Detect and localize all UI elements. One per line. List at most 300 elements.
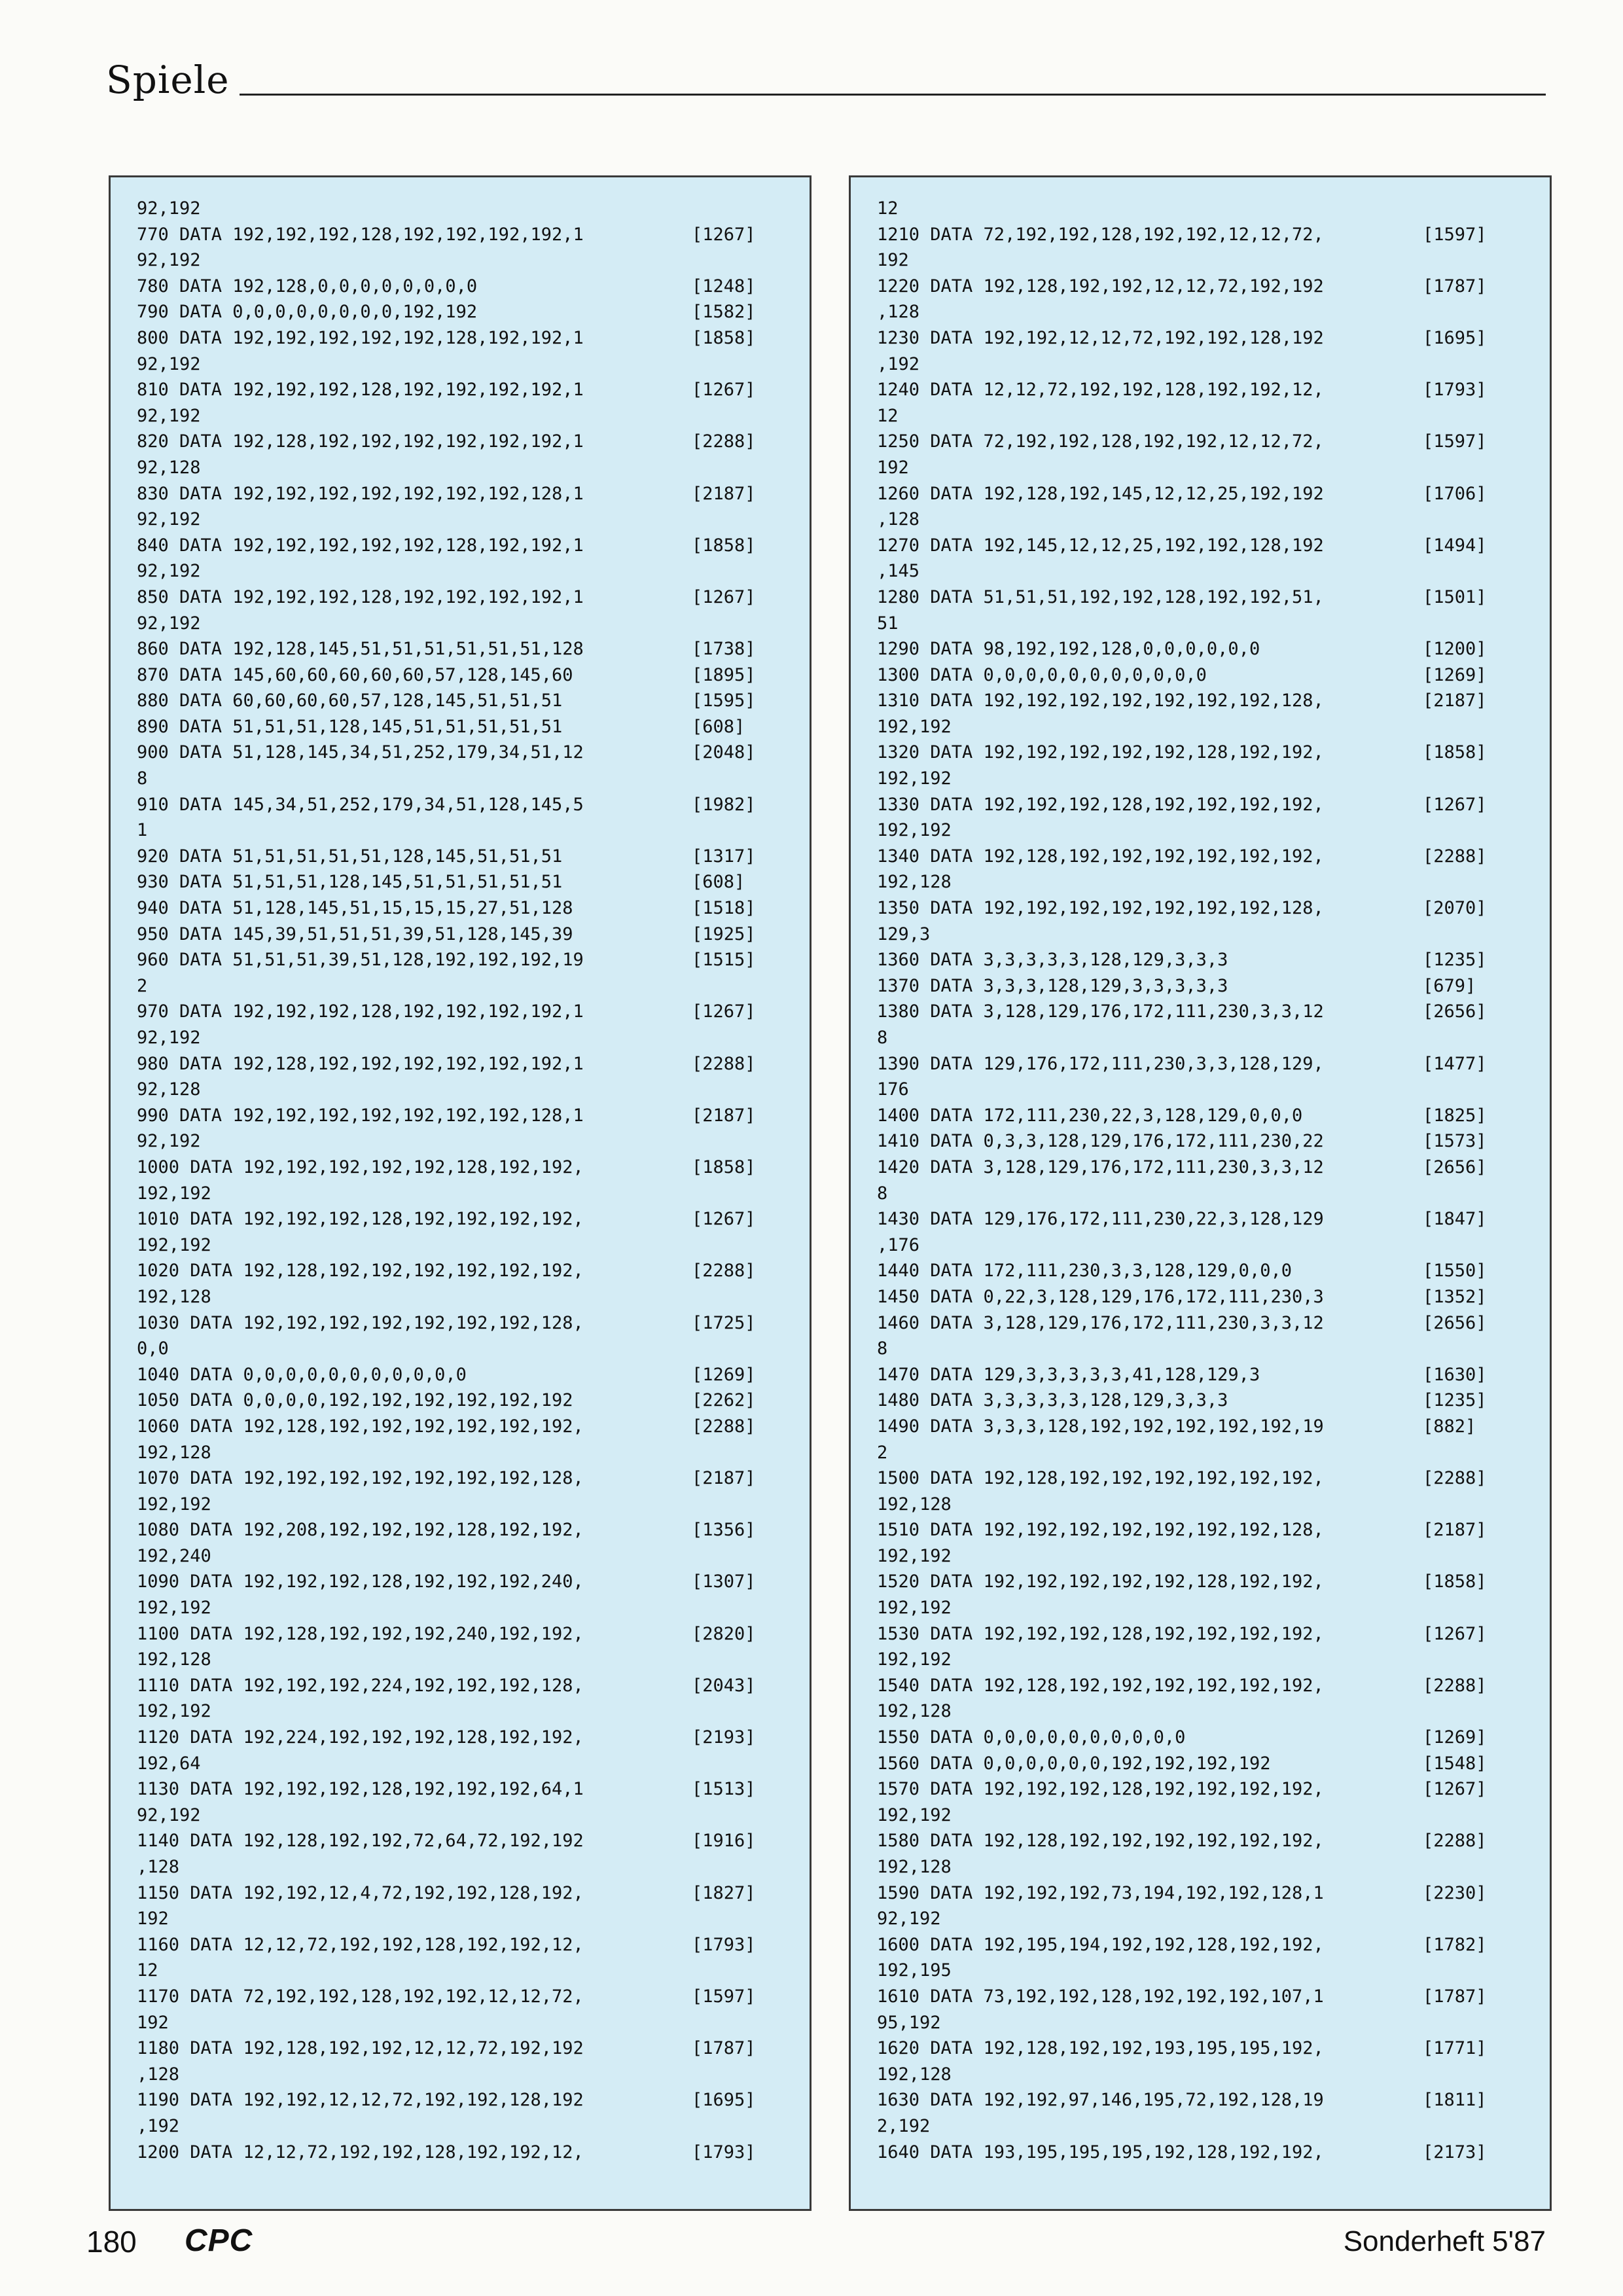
code-text: 192,128 bbox=[137, 1649, 211, 1670]
checksum: [2288] bbox=[692, 431, 756, 452]
code-line bbox=[111, 584, 810, 611]
code-line bbox=[111, 2010, 810, 2036]
code-line bbox=[111, 1932, 810, 1958]
code-text: 92,192 bbox=[137, 405, 201, 426]
code-line bbox=[111, 1880, 810, 1907]
checksum: [1595] bbox=[692, 691, 756, 711]
code-text: 92,128 bbox=[137, 1079, 201, 1100]
code-line bbox=[111, 2140, 810, 2166]
checksum: [2070] bbox=[1423, 898, 1487, 919]
checksum: [1895] bbox=[692, 664, 756, 685]
code-text: 1530 DATA 192,192,192,128,192,192,192,192, bbox=[877, 1623, 1324, 1644]
code-line bbox=[111, 377, 810, 403]
checksum: [1858] bbox=[692, 327, 756, 348]
code-line bbox=[111, 2113, 810, 2140]
code-text: 870 DATA 145,60,60,60,60,60,57,128,145,60 bbox=[137, 664, 573, 685]
checksum: [1267] bbox=[1423, 1779, 1487, 1800]
checksum: [882] bbox=[1423, 1416, 1476, 1437]
code-text: 940 DATA 51,128,145,51,15,15,15,27,51,128 bbox=[137, 898, 573, 919]
code-text: 1330 DATA 192,192,192,128,192,192,192,192, bbox=[877, 794, 1324, 815]
code-line bbox=[111, 1310, 810, 1336]
code-text: 1 bbox=[137, 820, 148, 841]
code-text: 1490 DATA 3,3,3,128,192,192,192,192,192,19 bbox=[877, 1416, 1324, 1437]
code-line bbox=[851, 1776, 1550, 1803]
code-line bbox=[111, 325, 810, 351]
code-line bbox=[851, 1155, 1550, 1181]
code-text: 1000 DATA 192,192,192,192,192,128,192,192, bbox=[137, 1157, 584, 1177]
code-line bbox=[111, 2087, 810, 2113]
code-text: 820 DATA 192,128,192,192,192,192,192,192,1 bbox=[137, 431, 584, 452]
code-text: 1120 DATA 192,224,192,192,192,128,192,192, bbox=[137, 1727, 584, 1748]
checksum: [2193] bbox=[692, 1727, 756, 1748]
code-line bbox=[111, 817, 810, 844]
checksum: [1695] bbox=[692, 2090, 756, 2111]
checksum: [1787] bbox=[1423, 1986, 1487, 2007]
code-text: 92,192 bbox=[137, 613, 201, 634]
code-text: 92,192 bbox=[137, 250, 201, 271]
code-text: 8 bbox=[877, 1028, 888, 1048]
code-text: 1570 DATA 192,192,192,128,192,192,192,192, bbox=[877, 1779, 1324, 1800]
code-text: 910 DATA 145,34,51,252,179,34,51,128,145,5 bbox=[137, 794, 584, 815]
code-text: 1460 DATA 3,128,129,176,172,111,230,3,3,12 bbox=[877, 1312, 1324, 1333]
code-text: 1360 DATA 3,3,3,3,3,128,129,3,3,3 bbox=[877, 950, 1228, 971]
code-text: 950 DATA 145,39,51,51,51,39,51,128,145,39 bbox=[137, 924, 573, 944]
code-text: 1500 DATA 192,128,192,192,192,192,192,192, bbox=[877, 1468, 1324, 1489]
checksum: [2262] bbox=[692, 1390, 756, 1411]
code-text: 192,192 bbox=[137, 1234, 211, 1255]
code-line bbox=[851, 1932, 1550, 1958]
checksum: [1269] bbox=[1423, 664, 1487, 685]
checksum: [1267] bbox=[692, 1001, 756, 1022]
code-text: 1450 DATA 0,22,3,128,129,176,172,111,230,3 bbox=[877, 1286, 1324, 1307]
code-text: 92,192 bbox=[137, 561, 201, 582]
code-line bbox=[851, 2036, 1550, 2062]
code-text: 1090 DATA 192,192,192,128,192,192,192,240, bbox=[137, 1571, 584, 1592]
checksum: [1548] bbox=[1423, 1753, 1487, 1774]
code-line bbox=[851, 792, 1550, 818]
code-text: 1370 DATA 3,3,3,128,129,3,3,3,3,3 bbox=[877, 975, 1228, 996]
code-text: 8 bbox=[877, 1183, 888, 1204]
code-line bbox=[111, 1025, 810, 1051]
code-text: 1550 DATA 0,0,0,0,0,0,0,0,0,0 bbox=[877, 1727, 1186, 1748]
code-text: ,192 bbox=[877, 353, 920, 374]
code-text: 1210 DATA 72,192,192,128,192,192,12,12,72, bbox=[877, 224, 1324, 245]
code-text: ,145 bbox=[877, 561, 920, 582]
code-text: 930 DATA 51,51,51,128,145,51,51,51,51,51 bbox=[137, 872, 563, 893]
code-line bbox=[851, 1543, 1550, 1570]
checksum: [1695] bbox=[1423, 327, 1487, 348]
code-text: 1420 DATA 3,128,129,176,172,111,230,3,3,12 bbox=[877, 1157, 1324, 1177]
code-text: 1060 DATA 192,128,192,192,192,192,192,192, bbox=[137, 1416, 584, 1437]
code-line bbox=[851, 1673, 1550, 1699]
code-text: 1510 DATA 192,192,192,192,192,192,192,128, bbox=[877, 1520, 1324, 1541]
code-line bbox=[111, 1828, 810, 1854]
checksum: [608] bbox=[692, 872, 745, 893]
code-line bbox=[851, 481, 1550, 507]
code-line bbox=[851, 274, 1550, 300]
code-text: 92,192 bbox=[137, 198, 201, 219]
code-line bbox=[111, 455, 810, 481]
checksum: [2288] bbox=[692, 1261, 756, 1282]
code-text: 990 DATA 192,192,192,192,192,192,192,128,1 bbox=[137, 1105, 584, 1126]
checksum: [2187] bbox=[692, 1105, 756, 1126]
code-text: 1160 DATA 12,12,72,192,192,128,192,192,12, bbox=[137, 1934, 584, 1955]
checksum: [679] bbox=[1423, 975, 1476, 996]
code-line bbox=[851, 973, 1550, 999]
checksum: [1793] bbox=[692, 2142, 756, 2162]
code-line bbox=[851, 1880, 1550, 1907]
code-line bbox=[851, 1258, 1550, 1284]
checksum: [1550] bbox=[1423, 1261, 1487, 1282]
code-text: 1130 DATA 192,192,192,128,192,192,192,64,1 bbox=[137, 1779, 584, 1800]
code-text: 192,192 bbox=[137, 1598, 211, 1619]
code-line bbox=[851, 1517, 1550, 1543]
code-line bbox=[851, 2113, 1550, 2140]
checksum: [1307] bbox=[692, 1571, 756, 1592]
code-line bbox=[111, 558, 810, 584]
code-text: 192 bbox=[877, 250, 909, 271]
code-line bbox=[851, 922, 1550, 948]
code-line bbox=[111, 481, 810, 507]
checksum: [1738] bbox=[692, 639, 756, 660]
code-text: 8 bbox=[877, 1338, 888, 1359]
code-line bbox=[851, 1336, 1550, 1362]
code-line bbox=[111, 1854, 810, 1880]
code-text: 1310 DATA 192,192,192,192,192,192,192,128, bbox=[877, 691, 1324, 711]
checksum: [2187] bbox=[1423, 1520, 1487, 1541]
code-line bbox=[851, 1569, 1550, 1595]
code-text: 860 DATA 192,128,145,51,51,51,51,51,51,128 bbox=[137, 639, 584, 660]
code-line bbox=[111, 1051, 810, 1077]
checksum: [2656] bbox=[1423, 1157, 1487, 1177]
code-line bbox=[851, 1621, 1550, 1647]
code-line bbox=[851, 740, 1550, 766]
code-line bbox=[111, 299, 810, 325]
code-text: 1010 DATA 192,192,192,128,192,192,192,192, bbox=[137, 1209, 584, 1230]
code-text: 1150 DATA 192,192,12,4,72,192,192,128,192, bbox=[137, 1882, 584, 1903]
code-line bbox=[111, 1595, 810, 1621]
checksum: [2043] bbox=[692, 1675, 756, 1696]
code-line bbox=[111, 1103, 810, 1129]
checksum: [1267] bbox=[692, 224, 756, 245]
code-line bbox=[111, 1414, 810, 1440]
code-line bbox=[111, 740, 810, 766]
checksum: [2288] bbox=[1423, 1831, 1487, 1852]
code-text: 1470 DATA 129,3,3,3,3,3,41,128,129,3 bbox=[877, 1364, 1260, 1385]
code-line bbox=[111, 1440, 810, 1466]
checksum: [1200] bbox=[1423, 639, 1487, 660]
code-text: 1380 DATA 3,128,129,176,172,111,230,3,3,12 bbox=[877, 1001, 1324, 1022]
code-text: 92,192 bbox=[877, 1909, 941, 1929]
code-text: 192,128 bbox=[877, 1857, 952, 1877]
code-line bbox=[851, 844, 1550, 870]
code-line bbox=[111, 1647, 810, 1673]
checksum: [1597] bbox=[1423, 224, 1487, 245]
code-line bbox=[111, 1517, 810, 1543]
checksum: [1267] bbox=[1423, 1623, 1487, 1644]
code-line bbox=[851, 247, 1550, 274]
code-line bbox=[111, 1725, 810, 1751]
code-text: 810 DATA 192,192,192,128,192,192,192,192,1 bbox=[137, 380, 584, 401]
code-line bbox=[851, 1828, 1550, 1854]
checksum: [2187] bbox=[692, 483, 756, 504]
code-line bbox=[111, 1698, 810, 1725]
code-line bbox=[851, 1284, 1550, 1310]
code-text: 1480 DATA 3,3,3,3,3,128,129,3,3,3 bbox=[877, 1390, 1228, 1411]
checksum: [2288] bbox=[692, 1053, 756, 1074]
code-text: 1590 DATA 192,192,192,73,194,192,192,128,1 bbox=[877, 1882, 1324, 1903]
code-text: ,128 bbox=[137, 2064, 180, 2085]
code-text: 1580 DATA 192,128,192,192,192,192,192,192, bbox=[877, 1831, 1324, 1852]
code-text: 2 bbox=[137, 975, 148, 996]
code-line bbox=[111, 1388, 810, 1414]
code-line bbox=[851, 1025, 1550, 1051]
code-line bbox=[111, 844, 810, 870]
code-text: ,128 bbox=[137, 1857, 180, 1877]
code-text: 1350 DATA 192,192,192,192,192,192,192,128, bbox=[877, 898, 1324, 919]
code-line bbox=[111, 1336, 810, 1362]
checksum: [1267] bbox=[1423, 794, 1487, 815]
checksum: [1847] bbox=[1423, 1209, 1487, 1230]
code-text: ,128 bbox=[877, 509, 920, 530]
checksum: [1513] bbox=[692, 1779, 756, 1800]
code-text: 1100 DATA 192,128,192,192,192,240,192,192, bbox=[137, 1623, 584, 1644]
code-line bbox=[111, 1232, 810, 1259]
code-line bbox=[111, 403, 810, 429]
checksum: [2820] bbox=[692, 1623, 756, 1644]
code-line bbox=[851, 999, 1550, 1025]
code-text: 960 DATA 51,51,51,39,51,128,192,192,192,19 bbox=[137, 950, 584, 971]
code-line bbox=[851, 766, 1550, 792]
code-line bbox=[111, 1465, 810, 1492]
checksum: [1477] bbox=[1423, 1053, 1487, 1074]
checksum: [1982] bbox=[692, 794, 756, 815]
code-text: 192,64 bbox=[137, 1753, 201, 1774]
code-line bbox=[851, 1103, 1550, 1129]
code-text: ,176 bbox=[877, 1234, 920, 1255]
code-line bbox=[851, 533, 1550, 559]
code-line bbox=[111, 611, 810, 637]
code-text: 192,240 bbox=[137, 1545, 211, 1566]
code-line bbox=[851, 1310, 1550, 1336]
code-text: 880 DATA 60,60,60,60,57,128,145,51,51,51 bbox=[137, 691, 563, 711]
code-text: 192,192 bbox=[137, 1701, 211, 1722]
code-text: 1230 DATA 192,192,12,12,72,192,192,128,192 bbox=[877, 327, 1324, 348]
code-text: 1250 DATA 72,192,192,128,192,192,12,12,72, bbox=[877, 431, 1324, 452]
checksum: [2187] bbox=[1423, 691, 1487, 711]
checksum: [1515] bbox=[692, 950, 756, 971]
code-line bbox=[851, 1388, 1550, 1414]
code-text: 1300 DATA 0,0,0,0,0,0,0,0,0,0,0 bbox=[877, 664, 1207, 685]
code-text: 12 bbox=[877, 198, 899, 219]
code-text: 980 DATA 192,128,192,192,192,192,192,192,1 bbox=[137, 1053, 584, 1074]
checksum: [1858] bbox=[692, 535, 756, 556]
code-line bbox=[111, 196, 810, 222]
code-text: 1410 DATA 0,3,3,128,129,176,172,111,230,22 bbox=[877, 1131, 1324, 1152]
code-line bbox=[851, 1206, 1550, 1232]
checksum: [1352] bbox=[1423, 1286, 1487, 1307]
checksum: [1597] bbox=[692, 1986, 756, 2007]
checksum: [1827] bbox=[692, 1882, 756, 1903]
code-text: 850 DATA 192,192,192,128,192,192,192,192,1 bbox=[137, 586, 584, 607]
code-line bbox=[111, 714, 810, 740]
checksum: [1858] bbox=[1423, 742, 1487, 763]
checksum: [1825] bbox=[1423, 1105, 1487, 1126]
code-line bbox=[851, 1414, 1550, 1440]
checksum: [1248] bbox=[692, 276, 756, 296]
code-text: 192,192 bbox=[877, 820, 952, 841]
code-line bbox=[851, 1803, 1550, 1829]
code-line bbox=[851, 1698, 1550, 1725]
checksum: [1793] bbox=[692, 1934, 756, 1955]
listing-column-right bbox=[849, 175, 1552, 2211]
code-line bbox=[851, 222, 1550, 248]
code-line bbox=[111, 351, 810, 378]
code-text: 192 bbox=[137, 1909, 169, 1929]
code-text: 1180 DATA 192,128,192,192,12,12,72,192,192 bbox=[137, 2038, 584, 2059]
code-line bbox=[111, 688, 810, 714]
code-line bbox=[851, 429, 1550, 455]
code-text: 2 bbox=[877, 1442, 888, 1463]
code-line bbox=[851, 611, 1550, 637]
checksum: [1235] bbox=[1423, 950, 1487, 971]
checksum: [1501] bbox=[1423, 586, 1487, 607]
code-text: 0,0 bbox=[137, 1338, 169, 1359]
magazine-logo: CPC bbox=[185, 2223, 253, 2258]
checksum: [608] bbox=[692, 716, 745, 737]
checksum: [2656] bbox=[1423, 1001, 1487, 1022]
code-line bbox=[851, 2140, 1550, 2166]
page-number: 180 bbox=[86, 2225, 137, 2259]
code-text: 1630 DATA 192,192,97,146,195,72,192,128,19 bbox=[877, 2090, 1324, 2111]
checksum: [1582] bbox=[692, 302, 756, 323]
code-line bbox=[851, 558, 1550, 584]
code-text: 840 DATA 192,192,192,192,192,128,192,192,1 bbox=[137, 535, 584, 556]
code-text: 192,128 bbox=[877, 872, 952, 893]
code-text: 1070 DATA 192,192,192,192,192,192,192,128, bbox=[137, 1468, 584, 1489]
code-line bbox=[111, 1803, 810, 1829]
code-text: 192,192 bbox=[877, 1804, 952, 1825]
code-text: 1030 DATA 192,192,192,192,192,192,192,128, bbox=[137, 1312, 584, 1333]
checksum: [2656] bbox=[1423, 1312, 1487, 1333]
code-text: 92,192 bbox=[137, 1804, 201, 1825]
code-line bbox=[851, 1595, 1550, 1621]
checksum: [2173] bbox=[1423, 2142, 1487, 2162]
code-text: 900 DATA 51,128,145,34,51,252,179,34,51,12 bbox=[137, 742, 584, 763]
code-text: 176 bbox=[877, 1079, 909, 1100]
code-text: 192,192 bbox=[877, 716, 952, 737]
code-line bbox=[111, 869, 810, 895]
code-line bbox=[111, 274, 810, 300]
code-line bbox=[851, 1051, 1550, 1077]
checksum: [1771] bbox=[1423, 2038, 1487, 2059]
checksum: [1916] bbox=[692, 1831, 756, 1852]
checksum: [1267] bbox=[692, 380, 756, 401]
code-line bbox=[111, 507, 810, 533]
code-line bbox=[851, 2010, 1550, 2036]
code-line bbox=[851, 662, 1550, 689]
code-line bbox=[851, 2087, 1550, 2113]
code-text: 1610 DATA 73,192,192,128,192,192,192,107,1 bbox=[877, 1986, 1324, 2007]
code-line bbox=[111, 1958, 810, 1984]
code-text: 920 DATA 51,51,51,51,51,128,145,51,51,51 bbox=[137, 846, 563, 867]
checksum: [2048] bbox=[692, 742, 756, 763]
code-text: 12 bbox=[137, 1960, 158, 1981]
code-line bbox=[111, 999, 810, 1025]
code-text: 1440 DATA 172,111,230,3,3,128,129,0,0,0 bbox=[877, 1261, 1292, 1282]
code-text: 192,128 bbox=[137, 1442, 211, 1463]
code-line bbox=[111, 1621, 810, 1647]
code-text: ,192 bbox=[137, 2115, 180, 2136]
code-line bbox=[851, 636, 1550, 662]
checksum: [1811] bbox=[1423, 2090, 1487, 2111]
code-text: 192,128 bbox=[877, 2064, 952, 2085]
code-line bbox=[111, 1362, 810, 1388]
code-text: 1320 DATA 192,192,192,192,192,128,192,192, bbox=[877, 742, 1324, 763]
code-line bbox=[111, 636, 810, 662]
checksum: [1269] bbox=[692, 1364, 756, 1385]
code-text: 92,192 bbox=[137, 1131, 201, 1152]
code-text: 1600 DATA 192,195,194,192,192,128,192,192, bbox=[877, 1934, 1324, 1955]
code-line bbox=[851, 2062, 1550, 2088]
code-line bbox=[851, 196, 1550, 222]
code-text: 1620 DATA 192,128,192,192,193,195,195,192, bbox=[877, 2038, 1324, 2059]
code-text: 890 DATA 51,51,51,128,145,51,51,51,51,51 bbox=[137, 716, 563, 737]
code-text: 192,192 bbox=[877, 1649, 952, 1670]
code-line bbox=[851, 1492, 1550, 1518]
code-text: 1290 DATA 98,192,192,128,0,0,0,0,0,0 bbox=[877, 639, 1260, 660]
code-text: 129,3 bbox=[877, 924, 931, 944]
code-text: 1640 DATA 193,195,195,195,192,128,192,192, bbox=[877, 2142, 1324, 2162]
code-text: 1430 DATA 129,176,172,111,230,22,3,128,129 bbox=[877, 1209, 1324, 1230]
code-text: 192 bbox=[137, 2012, 169, 2033]
code-line bbox=[111, 222, 810, 248]
code-line bbox=[851, 1958, 1550, 1984]
code-line bbox=[111, 662, 810, 689]
code-text: 192,192 bbox=[877, 1598, 952, 1619]
code-text: 2,192 bbox=[877, 2115, 931, 2136]
code-line bbox=[111, 947, 810, 973]
code-line bbox=[851, 1751, 1550, 1777]
code-line bbox=[111, 1751, 810, 1777]
code-text: 92,192 bbox=[137, 1028, 201, 1048]
code-line bbox=[851, 1362, 1550, 1388]
code-text: 1240 DATA 12,12,72,192,192,128,192,192,12, bbox=[877, 380, 1324, 401]
code-line bbox=[111, 1206, 810, 1232]
code-line bbox=[111, 533, 810, 559]
code-text: 1080 DATA 192,208,192,192,192,128,192,192, bbox=[137, 1520, 584, 1541]
code-text: 790 DATA 0,0,0,0,0,0,0,0,192,192 bbox=[137, 302, 478, 323]
code-text: 1200 DATA 12,12,72,192,192,128,192,192,12, bbox=[137, 2142, 584, 2162]
code-line bbox=[111, 922, 810, 948]
checksum: [1235] bbox=[1423, 1390, 1487, 1411]
code-text: 95,192 bbox=[877, 2012, 941, 2033]
code-text: 192,192 bbox=[877, 768, 952, 789]
code-line bbox=[111, 2062, 810, 2088]
code-text: 1260 DATA 192,128,192,145,12,12,25,192,192 bbox=[877, 483, 1324, 504]
code-line bbox=[111, 895, 810, 922]
code-text: 1140 DATA 192,128,192,192,72,64,72,192,192 bbox=[137, 1831, 584, 1852]
checksum: [1630] bbox=[1423, 1364, 1487, 1385]
code-line bbox=[851, 1128, 1550, 1155]
checksum: [1782] bbox=[1423, 1934, 1487, 1955]
code-text: 1040 DATA 0,0,0,0,0,0,0,0,0,0,0 bbox=[137, 1364, 467, 1385]
code-text: 92,192 bbox=[137, 509, 201, 530]
checksum: [2288] bbox=[692, 1416, 756, 1437]
code-text: 192,128 bbox=[137, 1286, 211, 1307]
code-line bbox=[851, 351, 1550, 378]
code-text: 1190 DATA 192,192,12,12,72,192,192,128,192 bbox=[137, 2090, 584, 2111]
